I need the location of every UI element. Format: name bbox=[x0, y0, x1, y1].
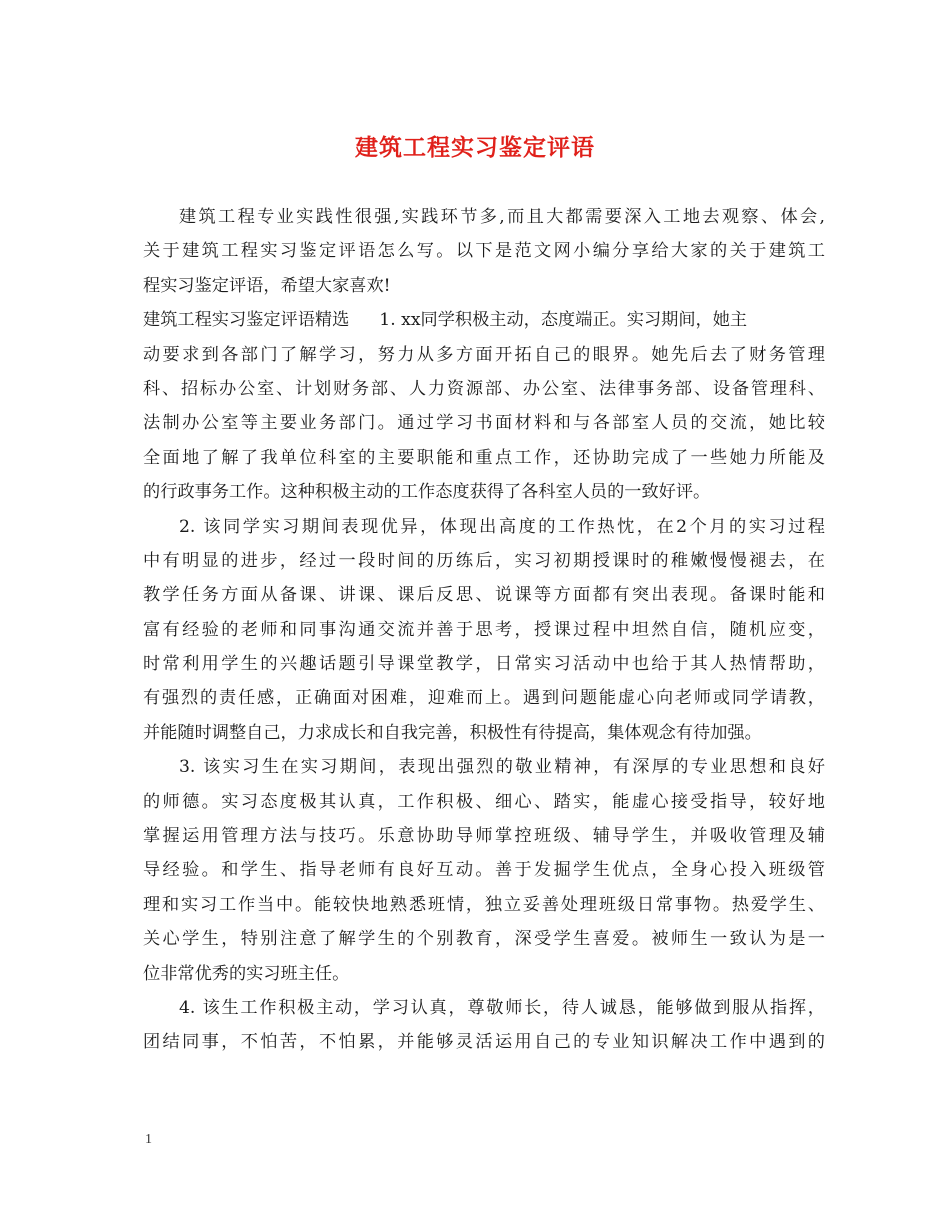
paragraph-line: 有强烈的责任感，正确面对困难，迎难而上。遇到问题能虚心向老师或同学请教， bbox=[143, 688, 825, 709]
paragraph-line: 法制办公室等主要业务部门。通过学习书面材料和与各部室人员的交流，她比较 bbox=[143, 413, 825, 434]
paragraph-line: 动要求到各部门了解学习，努力从多方面开拓自己的眼界。她先后去了财务管理 bbox=[143, 344, 825, 365]
paragraph-line: 位非常优秀的实习班主任。 bbox=[143, 963, 350, 984]
paragraph-line: 全面地了解了我单位科室的主要职能和重点工作，还协助完成了一些她力所能及 bbox=[143, 447, 825, 468]
paragraph-line: 团结同事，不怕苦，不怕累，并能够灵活运用自己的专业知识解决工作中遇到的 bbox=[143, 1032, 825, 1053]
paragraph-line: 1. xx同学积极主动，态度端正。实习期间，她主 bbox=[379, 310, 748, 331]
page-number: 1 bbox=[145, 1132, 152, 1147]
section-heading-line bbox=[143, 303, 825, 337]
paragraph-line: 科、招标办公室、计划财务部、人力资源部、办公室、法律事务部、设备管理科、 bbox=[143, 378, 825, 399]
document-body bbox=[143, 200, 825, 1060]
intro-line: 关于建筑工程实习鉴定评语怎么写。以下是范文网小编分享给大家的关于建筑工 bbox=[143, 241, 825, 262]
paragraph-line: 理和实习工作当中。能较快地熟悉班情，独立妥善处理班级日常事物。热爱学生、 bbox=[143, 894, 825, 915]
paragraph-line: 4. 该生工作积极主动，学习认真，尊敬师长，待人诚恳，能够做到服从指挥， bbox=[179, 997, 825, 1018]
paragraph-line: 导经验。和学生、指导老师有良好互动。善于发掘学生优点，全身心投入班级管 bbox=[143, 860, 825, 881]
document-title: 建筑工程实习鉴定评语 bbox=[355, 134, 595, 161]
paragraph-line: 关心学生，特别注意了解学生的个别教育，深受学生喜爱。被师生一致认为是一 bbox=[143, 929, 825, 950]
paragraph-line: 并能随时调整自己，力求成长和自我完善，积极性有待提高，集体观念有待加强。 bbox=[143, 722, 762, 743]
intro-line: 建筑工程专业实践性很强,实践环节多,而且大都需要深入工地去观察、体会, bbox=[179, 207, 825, 227]
paragraph-line: 2. 该同学实习期间表现优异，体现出高度的工作热忱，在2个月的实习过程 bbox=[179, 516, 825, 537]
paragraph-line: 富有经验的老师和同事沟通交流并善于思考，授课过程中坦然自信，随机应变， bbox=[143, 619, 825, 640]
section-heading: 建筑工程实习鉴定评语精选 bbox=[143, 310, 350, 331]
paragraph-line: 3. 该实习生在实习期间，表现出强烈的敬业精神，有深厚的专业思想和良好 bbox=[179, 757, 825, 778]
paragraph-line: 时常利用学生的兴趣话题引导课堂教学，日常实习活动中也给于其人热情帮助， bbox=[143, 654, 825, 675]
paragraph-line: 的行政事务工作。这种积极主动的工作态度获得了各科室人员的一致好评。 bbox=[143, 482, 711, 503]
paragraph-line: 中有明显的进步，经过一段时间的历练后，实习初期授课时的稚嫩慢慢褪去，在 bbox=[143, 550, 825, 571]
paragraph-line: 掌握运用管理方法与技巧。乐意协助导师掌控班级、辅导学生，并吸收管理及辅 bbox=[143, 826, 825, 847]
intro-line: 程实习鉴定评语，希望大家喜欢! bbox=[143, 275, 391, 296]
paragraph-line: 的师德。实习态度极其认真，工作积极、细心、踏实，能虚心接受指导，较好地 bbox=[143, 791, 825, 812]
paragraph-line: 教学任务方面从备课、讲课、课后反思、说课等方面都有突出表现。备课时能和 bbox=[143, 585, 825, 606]
